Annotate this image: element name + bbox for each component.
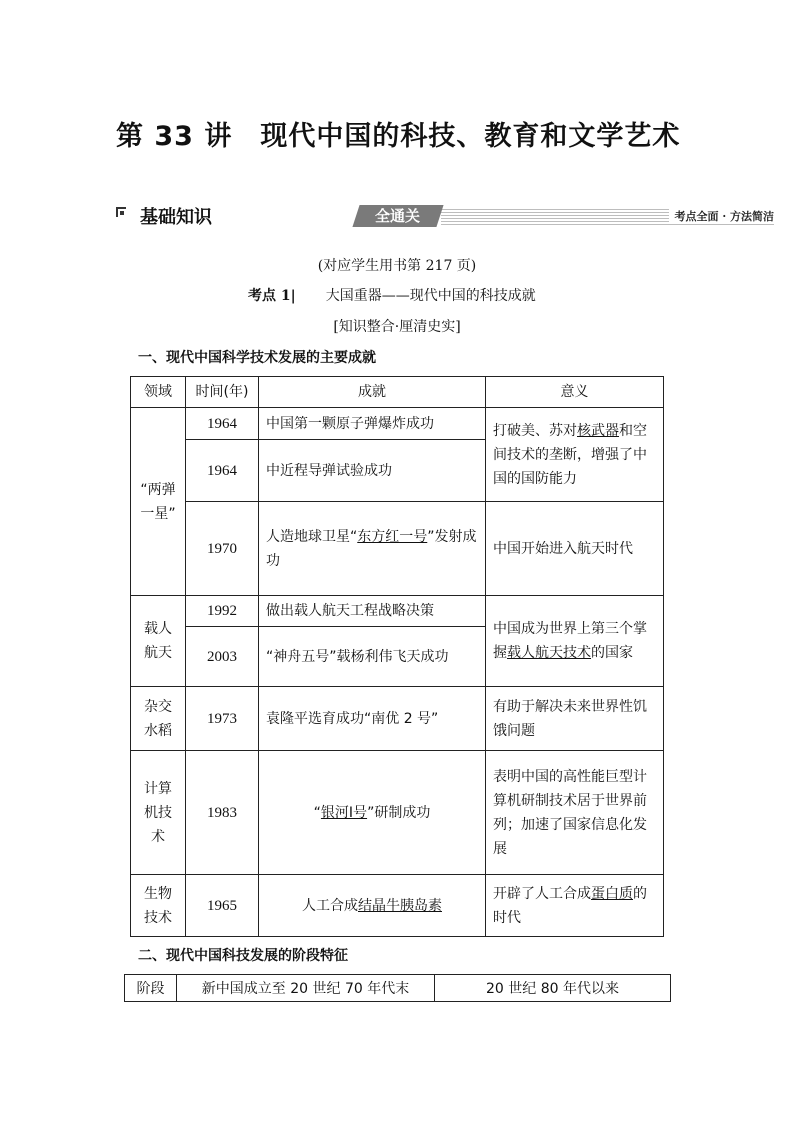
- achievement-cell: “神舟五号”载杨利伟飞天成功: [259, 627, 486, 687]
- sig-text: 的国家: [591, 645, 633, 661]
- banner-label: 基础知识: [140, 207, 212, 228]
- year-cell: 1992: [186, 596, 259, 627]
- ach-text: ”发射成功: [266, 528, 477, 569]
- ach-text: “: [313, 804, 321, 821]
- ach-text: 人工合成: [302, 897, 358, 914]
- year-cell: 1973: [186, 687, 259, 751]
- year-cell: 2003: [186, 627, 259, 687]
- section-heading-2: 二、现代中国科技发展的阶段特征: [138, 948, 348, 964]
- topic-number: 考点 1|: [248, 288, 296, 304]
- field-cell: 生物技术: [131, 875, 186, 937]
- stage-table: [124, 974, 671, 1002]
- field-cell: 杂交水稻: [131, 687, 186, 751]
- ach-underlined: 结晶牛胰岛素: [358, 897, 442, 914]
- sig-underlined: 蛋白质: [591, 885, 633, 902]
- header-cell: 领域: [131, 377, 186, 408]
- achievement-cell: 袁隆平选育成功“南优 2 号”: [259, 687, 486, 751]
- year-cell: 1964: [186, 408, 259, 440]
- sig-text: 打破美、苏对: [493, 422, 577, 439]
- table-header-row: [131, 377, 664, 408]
- table-row: [131, 875, 664, 937]
- header-cell: 成就: [259, 377, 486, 408]
- ach-text: ”研制成功: [367, 804, 431, 821]
- table-row: [131, 596, 664, 627]
- achievement-cell: [259, 875, 486, 937]
- page-title: 第 33 讲 现代中国的科技、教育和文学艺术: [116, 121, 681, 152]
- sig-text: 开辟了人工合成: [493, 885, 591, 902]
- year-cell: 1983: [186, 751, 259, 875]
- sig-text: 的时代: [493, 885, 647, 926]
- table-header-row: [125, 975, 671, 1002]
- table-row: [131, 687, 664, 751]
- field-cell: “两弹一星”: [131, 408, 186, 596]
- ach-underlined: 东方红一号: [357, 528, 428, 545]
- significance-cell: [486, 596, 664, 687]
- sig-underlined: 载人航天技术: [507, 645, 591, 661]
- significance-cell: [486, 875, 664, 937]
- banner-tab: [352, 205, 443, 227]
- significance-cell: 有助于解决未来世界性饥饿问题: [486, 687, 664, 751]
- sig-text: 中国成为世界上第三个掌握: [493, 621, 647, 661]
- sig-underlined: 核武器: [577, 422, 619, 439]
- table-row: [131, 502, 664, 596]
- book-reference: (对应学生用书第 217 页): [317, 258, 477, 274]
- year-cell: 1965: [186, 875, 259, 937]
- header-cell: 阶段: [125, 975, 177, 1002]
- ach-underlined: 银河Ⅰ号: [320, 804, 368, 821]
- achievement-cell: [259, 502, 486, 596]
- achievement-cell: 中近程导弹试验成功: [259, 440, 486, 502]
- field-cell: 载人航天: [131, 596, 186, 687]
- banner-tab-text: 全通关: [375, 207, 421, 225]
- significance-cell: 中国开始进入航天时代: [486, 502, 664, 596]
- achievements-table: [130, 376, 664, 937]
- significance-cell: 表明中国的高性能巨型计算机研制技术居于世界前列；加速了国家信息化发展: [486, 751, 664, 875]
- topic-heading: [248, 285, 536, 305]
- subheading: [知识整合·厘清史实]: [333, 319, 461, 335]
- banner-tagline: 考点全面 · 方法简洁: [669, 208, 775, 224]
- year-cell: 1970: [186, 502, 259, 596]
- topic-title: 大国重器——现代中国的科技成就: [325, 288, 536, 304]
- achievement-cell: 做出载人航天工程战略决策: [259, 596, 486, 627]
- header-cell: 新中国成立至 20 世纪 70 年代末: [177, 975, 435, 1002]
- field-cell: 计算机技术: [131, 751, 186, 875]
- significance-cell: [486, 408, 664, 502]
- table-row: [131, 751, 664, 875]
- header-cell: 时间(年): [186, 377, 259, 408]
- year-cell: 1964: [186, 440, 259, 502]
- table-row: [131, 408, 664, 440]
- achievement-cell: [259, 751, 486, 875]
- ach-text: 人造地球卫星“: [266, 528, 358, 545]
- header-cell: 20 世纪 80 年代以来: [435, 975, 671, 1002]
- achievement-cell: 中国第一颗原子弹爆炸成功: [259, 408, 486, 440]
- section-banner: [116, 203, 774, 229]
- sig-text: 和空间技术的垄断，增强了中国的国防能力: [493, 422, 647, 487]
- header-cell: 意义: [486, 377, 664, 408]
- section-heading-1: 一、现代中国科学技术发展的主要成就: [138, 350, 376, 366]
- corner-dot-icon: [120, 211, 124, 215]
